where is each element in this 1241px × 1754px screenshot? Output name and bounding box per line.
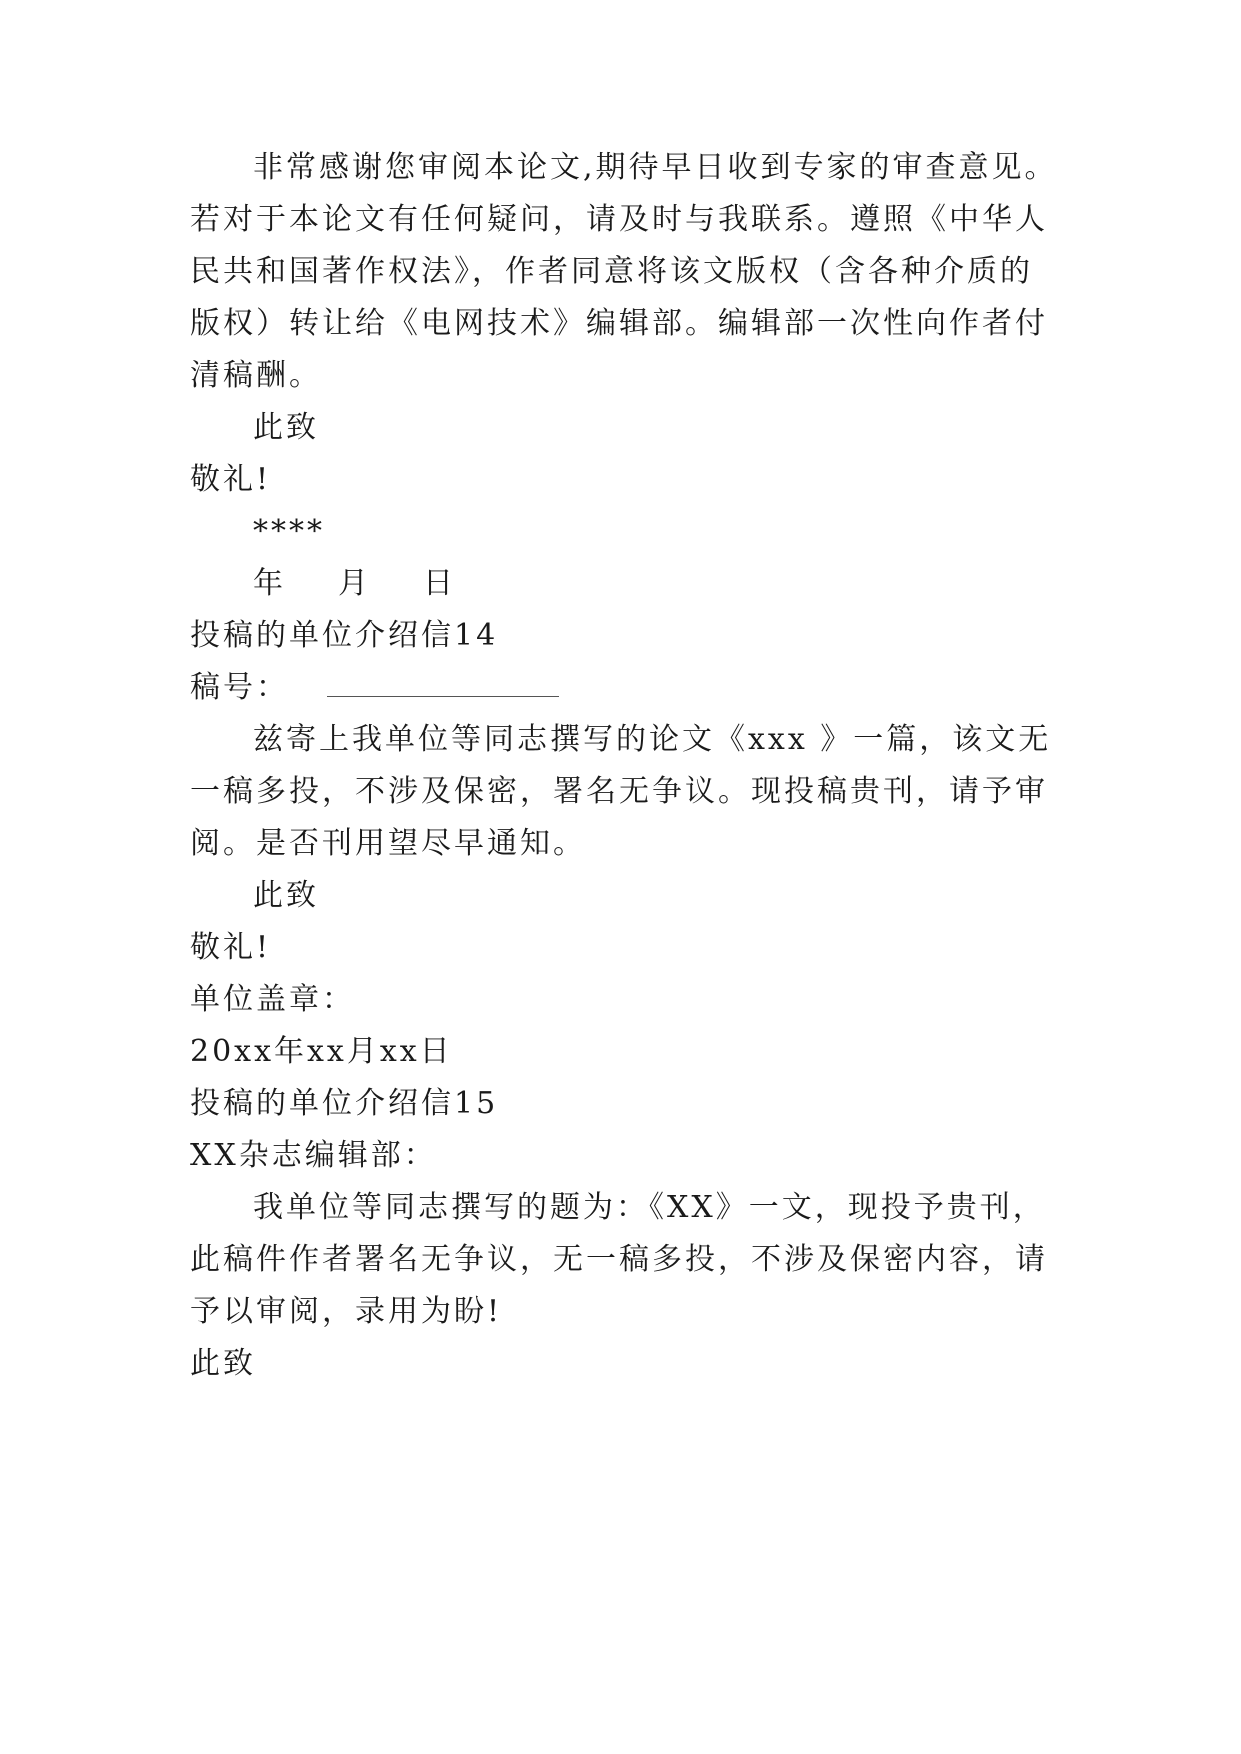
manuscript-number-blank — [327, 668, 559, 697]
manuscript-number-label: 稿号： — [190, 670, 289, 705]
paragraph-line: 我单位等同志撰写的题为：《XX》一文，现投予贵刊， — [253, 1190, 1046, 1225]
paragraph-line: 清稿酬。 — [190, 358, 322, 393]
salute-text: 敬礼! — [190, 930, 272, 965]
date-line — [253, 564, 456, 604]
date-text: 20xx年xx月xx日 — [190, 1034, 453, 1069]
paragraph-line: 兹寄上我单位等同志撰写的论文《xxx 》一篇，该文无 — [253, 722, 1052, 757]
closing-text: 此致 — [253, 410, 319, 445]
paragraph-line: 若对于本论文有任何疑问，请及时与我联系。遵照《中华人 — [190, 202, 1048, 237]
paragraph-line: 一稿多投，不涉及保密，署名无争议。现投稿贵刊，请予审 — [190, 774, 1048, 809]
paragraph-line: 民共和国著作权法》，作者同意将该文版权（含各种介质的 — [190, 254, 1033, 289]
stamp-label: 单位盖章： — [190, 982, 355, 1017]
paragraph-line: 此稿件作者署名无争议，无一稿多投，不涉及保密内容，请 — [190, 1242, 1048, 1277]
paragraph-line: 非常感谢您审阅本论文,期待早日收到专家的审查意见。 — [253, 150, 1058, 185]
section-title: 投稿的单位介绍信15 — [190, 1086, 499, 1121]
paragraph-line: 版权）转让给《电网技术》编辑部。编辑部一次性向作者付 — [190, 306, 1048, 341]
section-title: 投稿的单位介绍信14 — [190, 618, 499, 653]
manuscript-number-line — [190, 668, 559, 708]
closing-text: 此致 — [253, 878, 319, 913]
signature-text: **** — [253, 514, 325, 549]
date-day: 日 — [423, 566, 456, 601]
salute-text: 敬礼! — [190, 462, 272, 497]
recipient-text: XX杂志编辑部： — [190, 1138, 437, 1173]
paragraph-line: 予以审阅，录用为盼! — [190, 1294, 503, 1329]
paragraph-line: 阅。是否刊用望尽早通知。 — [190, 826, 586, 861]
date-year: 年 — [253, 566, 286, 601]
closing-text: 此致 — [190, 1346, 256, 1381]
date-month: 月 — [338, 566, 371, 601]
